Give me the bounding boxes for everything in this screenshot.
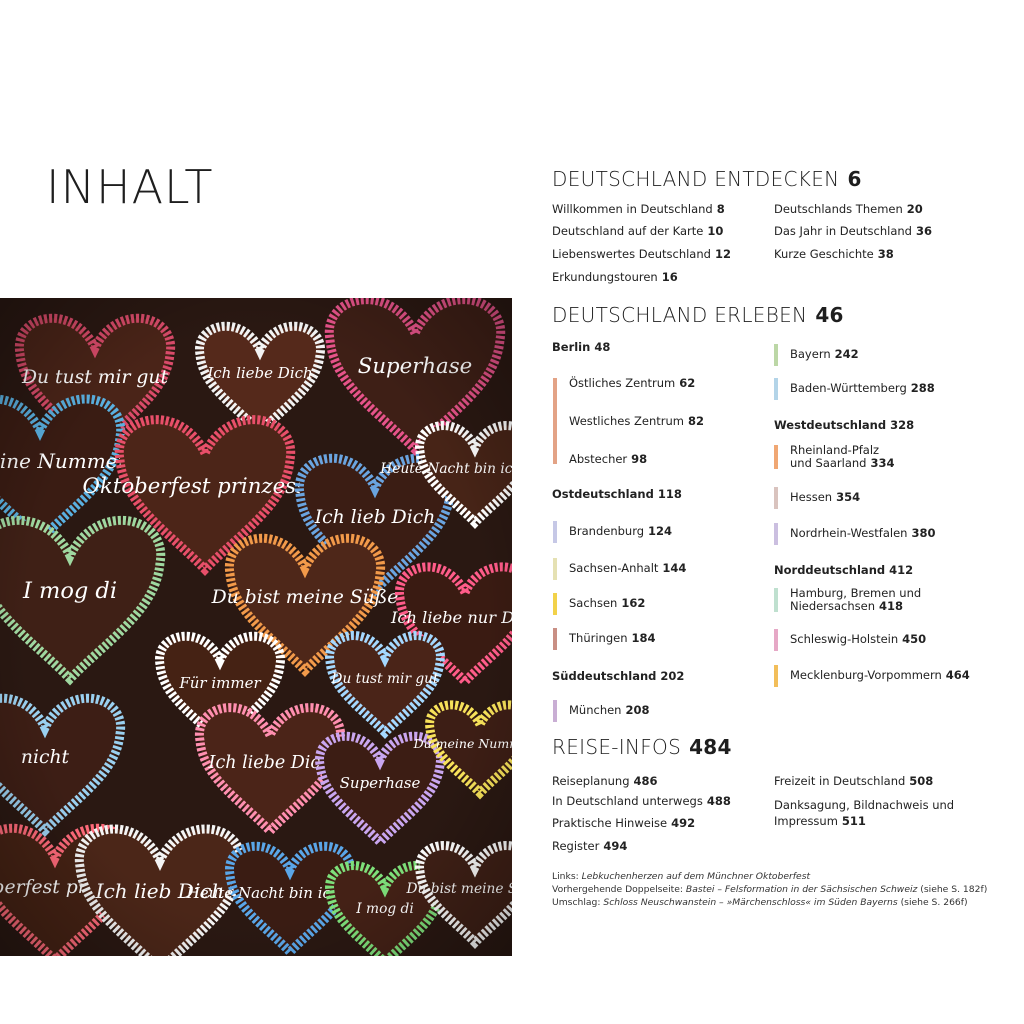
color-bar [774,629,778,651]
color-bar [553,521,557,543]
color-bar [553,378,557,464]
toc-entry-color[interactable]: Westliches Zentrum 82 [569,414,704,428]
region-norddeutschland[interactable]: Norddeutschland 412 [774,563,914,577]
toc-entry-color[interactable]: Nordrhein-Westfalen 380 [790,527,935,540]
toc-entry-color[interactable]: Thüringen 184 [569,632,656,645]
toc-entry-color[interactable]: Rheinland-Pfalz und Saarland 334 [790,444,895,470]
image-credits: Links: Lebkuchenherzen auf dem Münchner Oktoberfest Vorhergehende Doppelseite: Bastei – Felsformation in der Sächsischen Schweiz (siehe S. 182f) Umschlag: Schloss Neuschwanstein – »Märchenschloss« im Süden Bayerns (siehe S. 266f) [552,871,988,908]
toc-entry-color[interactable]: Sachsen 162 [569,597,645,610]
page-title: INHALT [46,160,214,214]
toc-entry[interactable]: Erkundungstouren 16 [552,270,678,284]
toc-entry-color[interactable]: Östliches Zentrum 62 [569,377,695,390]
toc-entry[interactable]: Willkommen in Deutschland 8 [552,202,725,216]
section-reise-heading[interactable]: REISE-INFOS 484 [552,735,732,759]
toc-entry-color[interactable]: Abstecher 98 [569,452,648,466]
toc-entry[interactable]: Register 494 [552,839,628,853]
color-bar [553,700,557,722]
toc-entry-color[interactable]: München 208 [569,704,650,717]
section-erleben-heading[interactable]: DEUTSCHLAND ERLEBEN 46 [552,303,844,327]
toc-entry-color[interactable]: Baden-Württemberg 288 [790,382,935,395]
color-bar [774,344,778,366]
toc-entry-color[interactable]: Mecklenburg-Vorpommern 464 [790,669,970,682]
toc-entry-color[interactable]: Schleswig-Holstein 450 [790,633,926,646]
region-sueddeutschland[interactable]: Süddeutschland 202 [552,669,685,683]
toc-entry[interactable]: Praktische Hinweise 492 [552,816,696,830]
toc-entry[interactable]: Danksagung, Bildnachweis und Impressum 511 [774,798,955,828]
toc-entry-color[interactable]: Hessen 354 [790,491,860,504]
toc-entry[interactable]: Deutschland auf der Karte 10 [552,224,724,238]
color-bar [774,378,778,400]
color-bar [553,628,557,650]
toc-entry-color[interactable]: Sachsen-Anhalt 144 [569,562,686,575]
toc-entry[interactable]: In Deutschland unterwegs 488 [552,794,731,808]
section-entdecken-heading[interactable]: DEUTSCHLAND ENTDECKEN 6 [552,167,862,191]
color-bar [774,588,778,612]
region-westdeutschland[interactable]: Westdeutschland 328 [774,418,915,432]
color-bar [774,523,778,545]
color-bar [553,593,557,615]
region-ostdeutschland[interactable]: Ostdeutschland 118 [552,487,682,501]
toc-entry[interactable]: Das Jahr in Deutschland 36 [774,224,932,238]
color-bar [553,558,557,580]
toc-entry[interactable]: Kurze Geschichte 38 [774,247,894,261]
toc-entry-color[interactable]: Bayern 242 [790,348,859,361]
color-bar [774,445,778,469]
toc-entry-color[interactable]: Brandenburg 124 [569,525,672,538]
toc-entry[interactable]: Liebenswertes Deutschland 12 [552,247,731,261]
toc-entry-color[interactable]: Hamburg, Bremen und Niedersachsen 418 [790,587,921,613]
color-bar [774,487,778,509]
toc-entry[interactable]: Deutschlands Themen 20 [774,202,923,216]
toc-entry[interactable]: Freizeit in Deutschland 508 [774,774,934,788]
color-bar [774,665,778,687]
gingerbread-hearts-photo [0,298,512,956]
toc-entry[interactable]: Reiseplanung 486 [552,774,658,788]
region-berlin[interactable]: Berlin 48 [552,340,611,354]
